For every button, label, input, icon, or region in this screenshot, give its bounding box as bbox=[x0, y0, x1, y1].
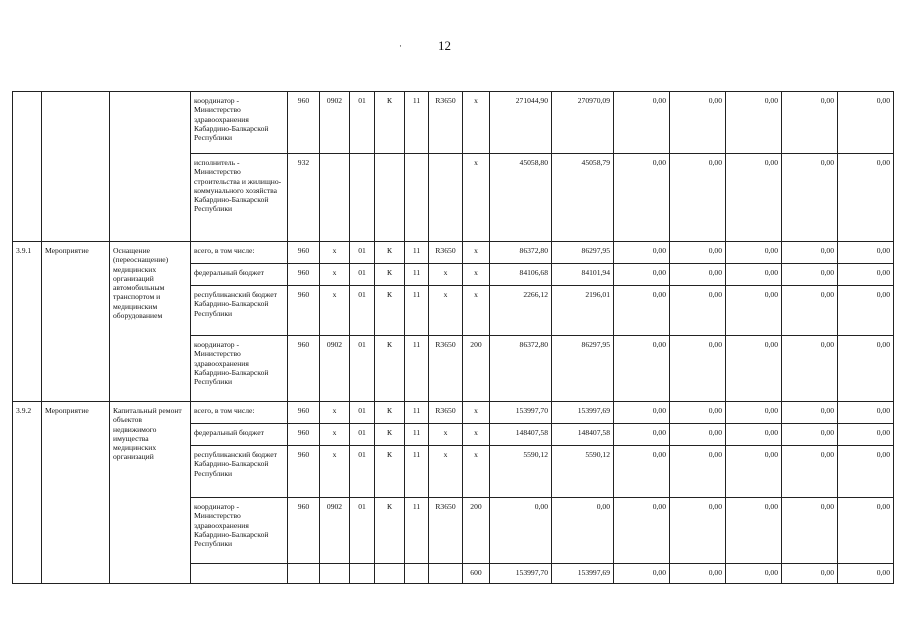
cell-grbs: 960 bbox=[288, 264, 320, 286]
cell-responsible bbox=[191, 564, 288, 584]
cell-grbs: 960 bbox=[288, 336, 320, 402]
cell-grbs: 960 bbox=[288, 242, 320, 264]
cell-responsible: республиканский бюджет Кабардино-Балкарской Республики bbox=[191, 446, 288, 498]
cell-grbs: 960 bbox=[288, 498, 320, 564]
cell-n: 11 bbox=[405, 446, 429, 498]
cell-n: 11 bbox=[405, 242, 429, 264]
cell-value: 45058,79 bbox=[552, 154, 614, 242]
cell-value: 0,00 bbox=[838, 564, 894, 584]
table-row bbox=[13, 92, 894, 154]
cell-value: 153997,70 bbox=[490, 564, 552, 584]
cell-code: х bbox=[429, 424, 463, 446]
cell-p: 01 bbox=[350, 402, 375, 424]
cell-value: 0,00 bbox=[670, 424, 726, 446]
cell-grbs: 960 bbox=[288, 286, 320, 336]
cell-kind bbox=[42, 92, 110, 242]
cell-value: 0,00 bbox=[726, 498, 782, 564]
cell-num bbox=[13, 92, 42, 242]
cell-value: 0,00 bbox=[670, 242, 726, 264]
cell-value: 0,00 bbox=[726, 264, 782, 286]
cell-value: 0,00 bbox=[838, 498, 894, 564]
cell-value: 0,00 bbox=[838, 286, 894, 336]
cell-rzpr: х bbox=[320, 446, 350, 498]
cell-value: 271044,90 bbox=[490, 92, 552, 154]
cell-vr: 200 bbox=[463, 336, 490, 402]
cell-rzpr: 0902 bbox=[320, 498, 350, 564]
cell-value: 86297,95 bbox=[552, 242, 614, 264]
cell-value: 0,00 bbox=[726, 564, 782, 584]
cell-value: 0,00 bbox=[614, 564, 670, 584]
cell-name: Капитальный ремонт объектов недвижимого имущества медицинских организаций bbox=[110, 402, 191, 584]
cell-grbs: 932 bbox=[288, 154, 320, 242]
cell-value: 0,00 bbox=[670, 154, 726, 242]
cell-rzpr: 0902 bbox=[320, 92, 350, 154]
cell-value: 0,00 bbox=[614, 92, 670, 154]
cell-vr: 600 bbox=[463, 564, 490, 584]
cell-value: 2196,01 bbox=[552, 286, 614, 336]
cell-rzpr: 0902 bbox=[320, 336, 350, 402]
cell-value: 0,00 bbox=[614, 446, 670, 498]
cell-value: 0,00 bbox=[838, 402, 894, 424]
cell-value: 0,00 bbox=[726, 424, 782, 446]
scan-mark: · bbox=[399, 41, 402, 51]
cell-value: 0,00 bbox=[838, 242, 894, 264]
cell-code: х bbox=[429, 286, 463, 336]
budget-table bbox=[12, 91, 894, 584]
cell-vr: х bbox=[463, 446, 490, 498]
cell-code: х bbox=[429, 264, 463, 286]
cell-value: 0,00 bbox=[670, 92, 726, 154]
cell-name: Оснащение (переоснащение) медицинских организаций автомобильным транспортом и медицинским оборудованием bbox=[110, 242, 191, 402]
cell-name bbox=[110, 92, 191, 242]
cell-k: К bbox=[375, 286, 405, 336]
cell-value: 0,00 bbox=[782, 264, 838, 286]
cell-value: 0,00 bbox=[670, 446, 726, 498]
cell-n: 11 bbox=[405, 424, 429, 446]
cell-value: 0,00 bbox=[838, 264, 894, 286]
page-number: 12 bbox=[438, 38, 451, 53]
cell-value: 5590,12 bbox=[490, 446, 552, 498]
cell-n: 11 bbox=[405, 92, 429, 154]
cell-value: 0,00 bbox=[782, 402, 838, 424]
cell-code: R3650 bbox=[429, 242, 463, 264]
cell-code: R3650 bbox=[429, 92, 463, 154]
cell-value: 0,00 bbox=[670, 402, 726, 424]
cell-grbs: 960 bbox=[288, 424, 320, 446]
cell-p: 01 bbox=[350, 446, 375, 498]
cell-vr: 200 bbox=[463, 498, 490, 564]
cell-code bbox=[429, 154, 463, 242]
cell-rzpr: х bbox=[320, 264, 350, 286]
cell-responsible: координатор - Министерство здравоохранения Кабардино-Балкарской Республики bbox=[191, 92, 288, 154]
cell-value: 0,00 bbox=[614, 286, 670, 336]
cell-rzpr bbox=[320, 564, 350, 584]
cell-p bbox=[350, 154, 375, 242]
cell-p: 01 bbox=[350, 92, 375, 154]
cell-value: 0,00 bbox=[782, 564, 838, 584]
cell-value: 0,00 bbox=[726, 286, 782, 336]
cell-k bbox=[375, 564, 405, 584]
cell-code bbox=[429, 564, 463, 584]
cell-value: 0,00 bbox=[726, 402, 782, 424]
cell-k: К bbox=[375, 498, 405, 564]
cell-value: 0,00 bbox=[614, 154, 670, 242]
cell-n bbox=[405, 564, 429, 584]
cell-value: 0,00 bbox=[782, 424, 838, 446]
cell-value: 0,00 bbox=[838, 92, 894, 154]
cell-grbs: 960 bbox=[288, 402, 320, 424]
cell-rzpr bbox=[320, 154, 350, 242]
cell-value: 0,00 bbox=[614, 424, 670, 446]
cell-num: 3.9.2 bbox=[13, 402, 42, 584]
cell-responsible: федеральный бюджет bbox=[191, 264, 288, 286]
cell-p: 01 bbox=[350, 498, 375, 564]
cell-k: К bbox=[375, 264, 405, 286]
cell-k: К bbox=[375, 402, 405, 424]
cell-k bbox=[375, 154, 405, 242]
cell-n: 11 bbox=[405, 498, 429, 564]
cell-p: 01 bbox=[350, 286, 375, 336]
cell-rzpr: х bbox=[320, 424, 350, 446]
cell-vr: х bbox=[463, 154, 490, 242]
cell-rzpr: х bbox=[320, 286, 350, 336]
cell-value: 0,00 bbox=[614, 402, 670, 424]
cell-value: 86372,80 bbox=[490, 336, 552, 402]
cell-responsible: республиканский бюджет Кабардино-Балкарской Республики bbox=[191, 286, 288, 336]
cell-value: 0,00 bbox=[670, 286, 726, 336]
cell-value: 153997,70 bbox=[490, 402, 552, 424]
cell-value: 0,00 bbox=[670, 564, 726, 584]
cell-value: 148407,58 bbox=[552, 424, 614, 446]
cell-value: 0,00 bbox=[726, 336, 782, 402]
cell-value: 0,00 bbox=[726, 446, 782, 498]
cell-value: 0,00 bbox=[614, 264, 670, 286]
cell-vr: х bbox=[463, 92, 490, 154]
cell-grbs: 960 bbox=[288, 92, 320, 154]
cell-value: 0,00 bbox=[726, 242, 782, 264]
cell-value: 0,00 bbox=[782, 92, 838, 154]
cell-value: 0,00 bbox=[838, 336, 894, 402]
cell-k: К bbox=[375, 242, 405, 264]
cell-code: R3650 bbox=[429, 336, 463, 402]
cell-responsible: координатор - Министерство здравоохранения Кабардино-Балкарской Республики bbox=[191, 498, 288, 564]
cell-p: 01 bbox=[350, 242, 375, 264]
table-row bbox=[13, 242, 894, 264]
cell-vr: х bbox=[463, 402, 490, 424]
cell-kind: Мероприятие bbox=[42, 402, 110, 584]
cell-code: R3650 bbox=[429, 498, 463, 564]
cell-value: 0,00 bbox=[782, 336, 838, 402]
cell-p bbox=[350, 564, 375, 584]
cell-value: 84101,94 bbox=[552, 264, 614, 286]
cell-responsible: всего, в том числе: bbox=[191, 402, 288, 424]
cell-rzpr: х bbox=[320, 242, 350, 264]
cell-value: 2266,12 bbox=[490, 286, 552, 336]
cell-grbs bbox=[288, 564, 320, 584]
cell-value: 0,00 bbox=[490, 498, 552, 564]
cell-value: 0,00 bbox=[782, 154, 838, 242]
cell-value: 84106,68 bbox=[490, 264, 552, 286]
cell-responsible: координатор - Министерство здравоохранения Кабардино-Балкарской Республики bbox=[191, 336, 288, 402]
cell-value: 0,00 bbox=[552, 498, 614, 564]
cell-value: 0,00 bbox=[726, 92, 782, 154]
cell-n: 11 bbox=[405, 264, 429, 286]
cell-k: К bbox=[375, 446, 405, 498]
cell-value: 0,00 bbox=[782, 242, 838, 264]
cell-p: 01 bbox=[350, 424, 375, 446]
cell-vr: х bbox=[463, 242, 490, 264]
cell-value: 0,00 bbox=[838, 424, 894, 446]
cell-n: 11 bbox=[405, 286, 429, 336]
cell-value: 0,00 bbox=[670, 264, 726, 286]
cell-responsible: исполнитель - Министерство строительства и жилищно-коммунального хозяйства Кабардино-Балкарской Республики bbox=[191, 154, 288, 242]
cell-num: 3.9.1 bbox=[13, 242, 42, 402]
cell-k: К bbox=[375, 92, 405, 154]
cell-vr: х bbox=[463, 424, 490, 446]
cell-value: 0,00 bbox=[838, 446, 894, 498]
cell-value: 0,00 bbox=[838, 154, 894, 242]
cell-responsible: федеральный бюджет bbox=[191, 424, 288, 446]
cell-p: 01 bbox=[350, 336, 375, 402]
cell-value: 86372,80 bbox=[490, 242, 552, 264]
cell-value: 0,00 bbox=[782, 286, 838, 336]
cell-value: 153997,69 bbox=[552, 402, 614, 424]
cell-code: R3650 bbox=[429, 402, 463, 424]
cell-responsible: всего, в том числе: bbox=[191, 242, 288, 264]
cell-value: 0,00 bbox=[782, 446, 838, 498]
cell-value: 153997,69 bbox=[552, 564, 614, 584]
cell-value: 148407,58 bbox=[490, 424, 552, 446]
cell-n bbox=[405, 154, 429, 242]
cell-p: 01 bbox=[350, 264, 375, 286]
cell-value: 45058,80 bbox=[490, 154, 552, 242]
cell-value: 0,00 bbox=[614, 242, 670, 264]
cell-k: К bbox=[375, 336, 405, 402]
cell-value: 0,00 bbox=[726, 154, 782, 242]
cell-rzpr: х bbox=[320, 402, 350, 424]
cell-n: 11 bbox=[405, 402, 429, 424]
cell-vr: х bbox=[463, 286, 490, 336]
cell-value: 0,00 bbox=[614, 498, 670, 564]
cell-value: 0,00 bbox=[670, 336, 726, 402]
cell-value: 0,00 bbox=[670, 498, 726, 564]
cell-value: 5590,12 bbox=[552, 446, 614, 498]
cell-kind: Мероприятие bbox=[42, 242, 110, 402]
cell-vr: х bbox=[463, 264, 490, 286]
cell-value: 86297,95 bbox=[552, 336, 614, 402]
table-row bbox=[13, 402, 894, 424]
cell-grbs: 960 bbox=[288, 446, 320, 498]
cell-value: 0,00 bbox=[782, 498, 838, 564]
cell-code: х bbox=[429, 446, 463, 498]
cell-n: 11 bbox=[405, 336, 429, 402]
cell-value: 270970,09 bbox=[552, 92, 614, 154]
cell-k: К bbox=[375, 424, 405, 446]
cell-value: 0,00 bbox=[614, 336, 670, 402]
